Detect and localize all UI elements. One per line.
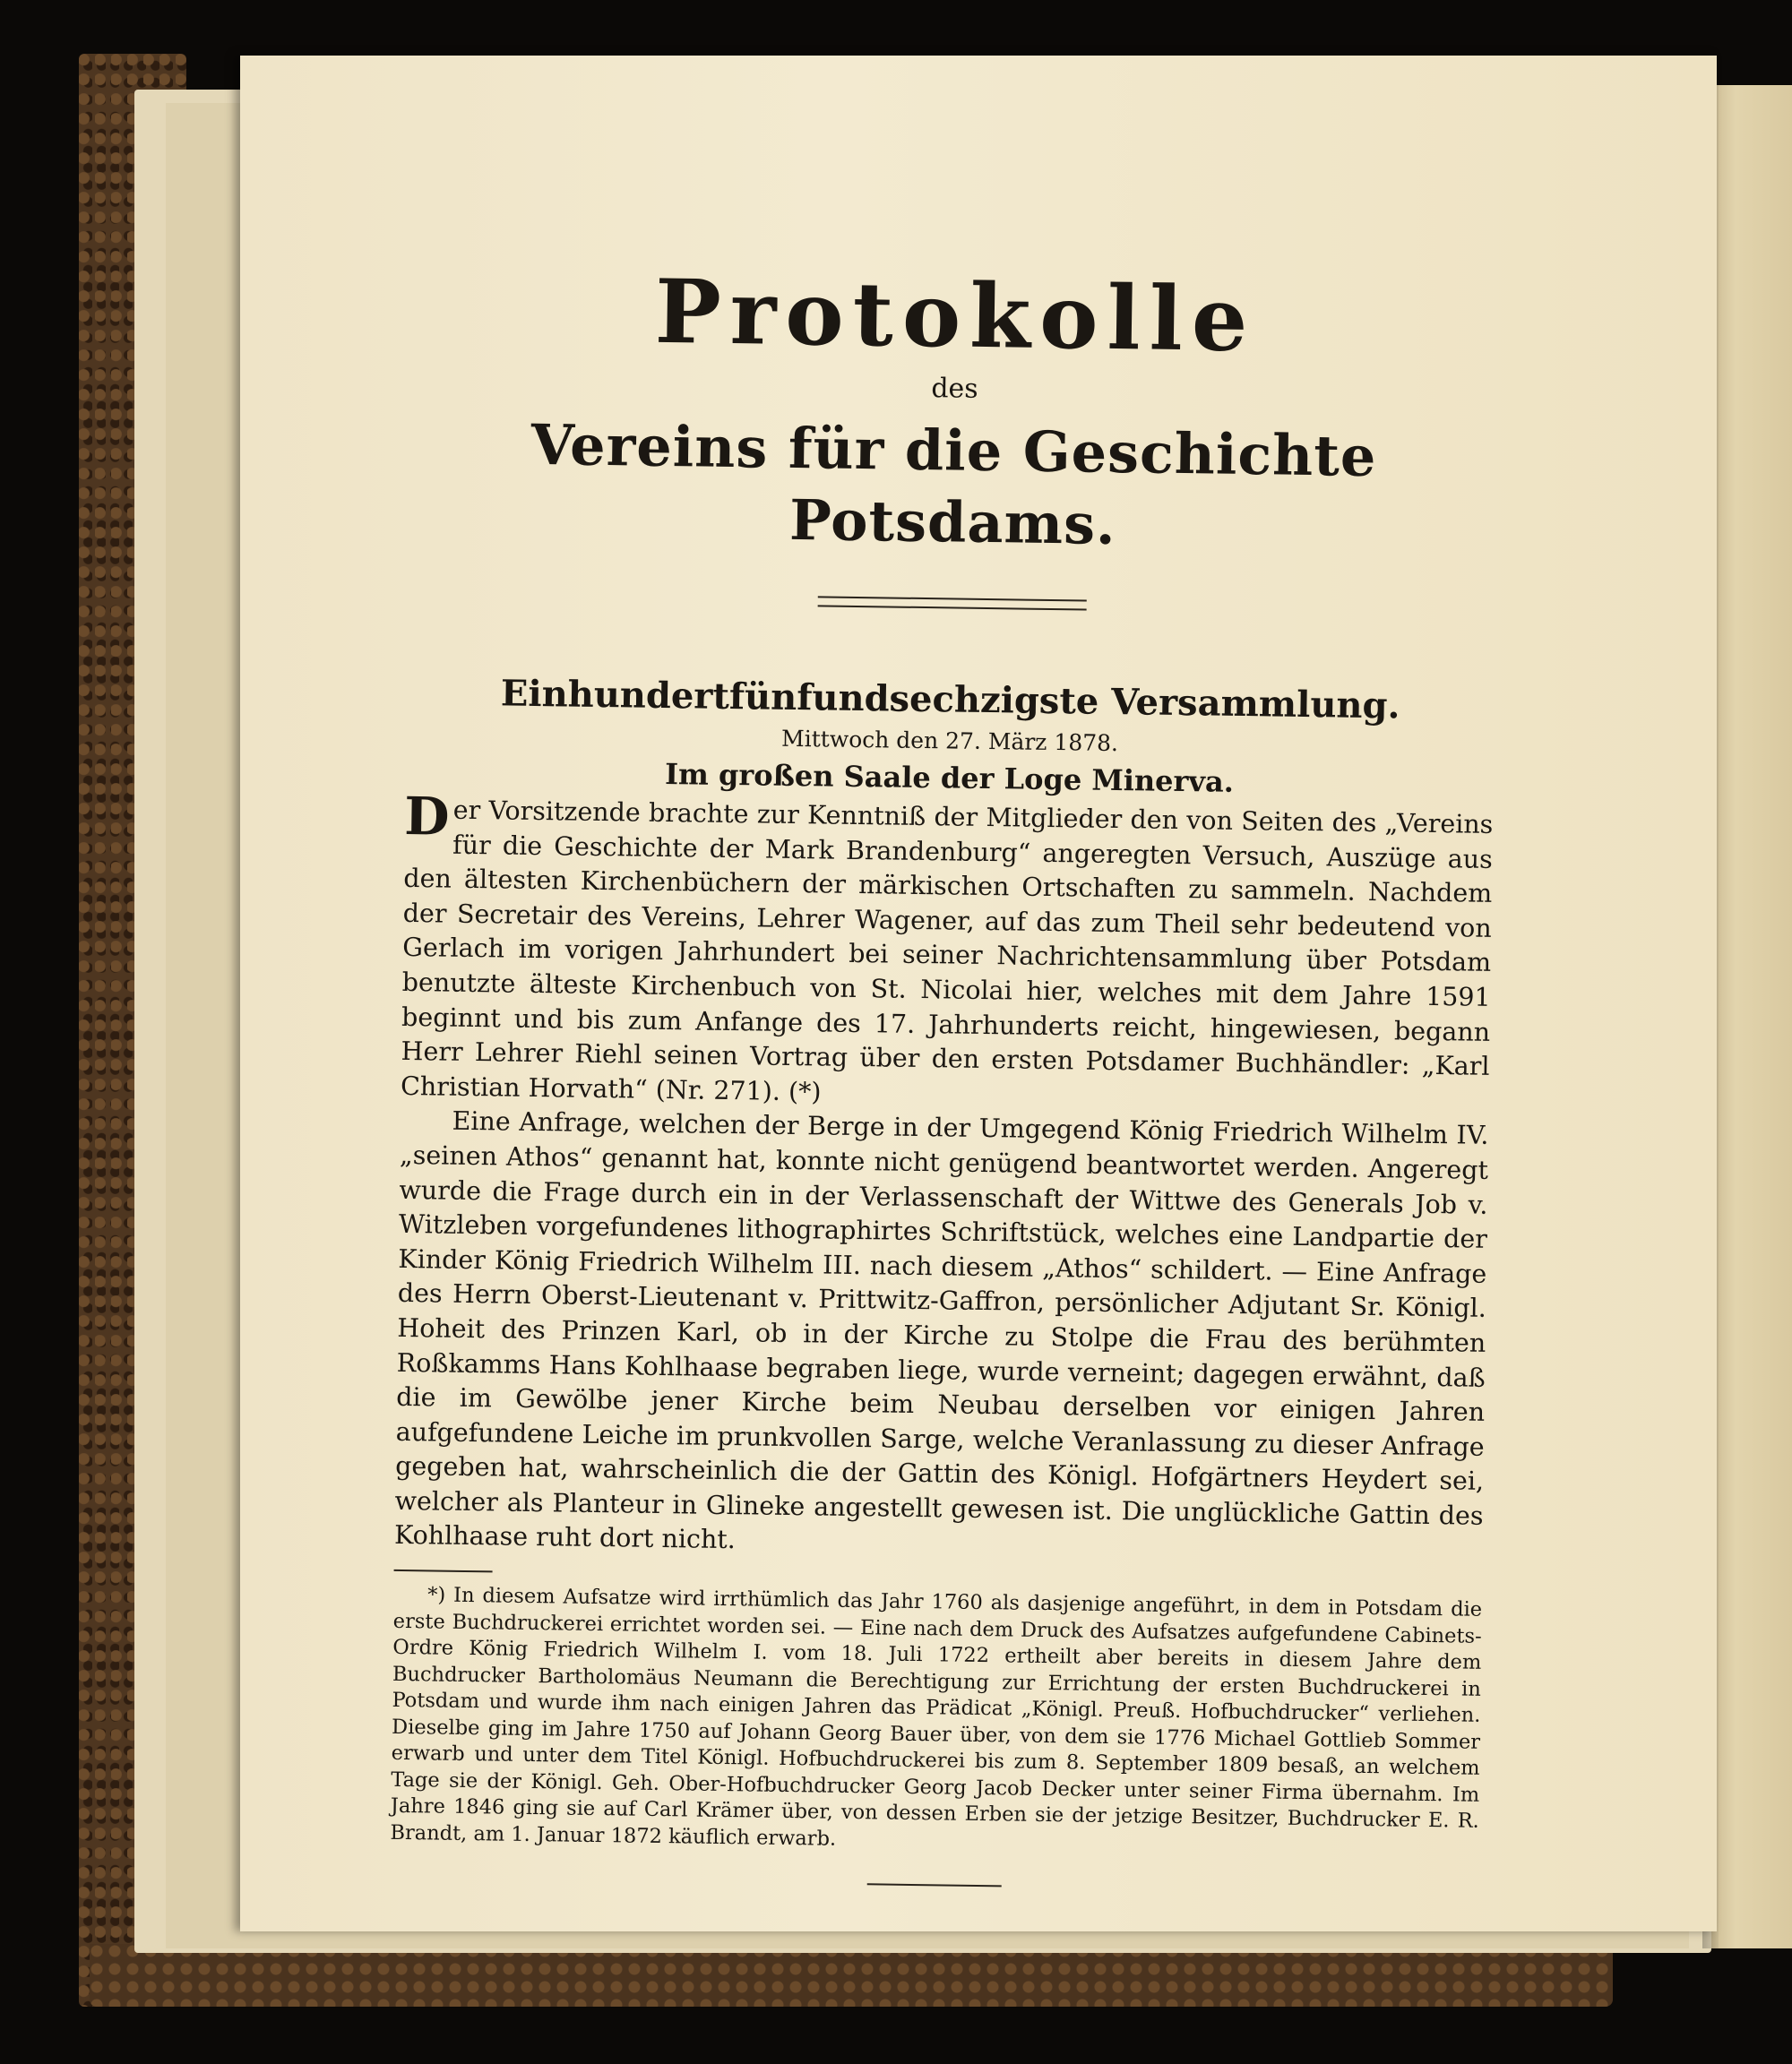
section-title: Einhundertfünfundsechzigste Versammlung. xyxy=(500,672,1400,727)
meeting-place: Im großen Saale der Loge Minerva. xyxy=(664,756,1235,799)
page-title: Protokolle xyxy=(654,260,1258,373)
meeting-date: Mittwoch den 27. März 1878. xyxy=(780,725,1119,757)
page-subtitle: Vereins für die Geschichte Potsdams. xyxy=(530,411,1377,557)
footnote xyxy=(390,1582,1482,1862)
body-paragraph-2: Eine Anfrage, welchen der Berge in der Umgegend König Friedrich Wilhelm IV. „seinen Athos“ genannt hat, konnte nicht genügend beantwortet werden. Angeregt wurde die Frage durch ein in der Verlassenschaft der Wittwe des Generals Job v. Witzleben vorgefundenes lithographirtes Schriftstück, welches eine Landpartie der Kinder König Friedrich Wilhelm III. nach diesem „Athos“ schildert. — Eine Anfrage des Herrn Oberst-Lieutenant v. Prittwitz-Gaffron, persönlicher Adjutant Sr. Königl. Hoheit des Prinzen Karl, ob in der Kirche zu Stolpe die Frau des berühmten Roßkamms Hans Kohlhaase begraben liege, wurde verneint; dagegen erwähnt, daß die im Gewölbe jener Kirche beim Neubau derselben vor einigen Jahren aufgefundene Leiche im prunkvollen Sarge, welche Veranlassung zu dieser Anfrage gegeben hat, wahrscheinlich die der Gattin des Königl. Hofgärtners Heydert sei, welcher als Planteur in Glineke angestellt gewesen ist. Die unglückliche Gattin des Kohlhaase ruht dort nicht. xyxy=(393,1106,1489,1555)
footnote-divider xyxy=(394,1570,493,1573)
body-paragraph-1: Der Vorsitzende brachte zur Kenntniß der Mitglieder den von Seiten des „Vereins für die Geschichte der Mark Brandenburg“ angeregten Versuch, Auszüge aus den ältesten Kirchenbüchern der märkischen Ortschaften zu sammeln. Nachdem der Secretair des Vereins, Lehrer Wagener, auf das zum Theil sehr bedeutend von Gerlach im vorigen Jahrhundert bei seiner Nachrichtensammlung über Potsdam benutzte älteste Kirchenbuch von St. Nicolai hier, welches mit dem Jahre 1591 beginnt und bis zum Anfange des 17. Jahrhunderts reicht, hingewiesen, begann Herr Lehrer Riehl seinen Vortrag über den ersten Potsdamer Buchhändler: „Karl Christian Horvath“ (Nr. 271). (*) xyxy=(400,785,1494,1107)
footnote-mark: *) xyxy=(427,1583,446,1607)
footnote-text: In diesem Aufsatze wird irrthümlich das Jahr 1760 als dasjenige angeführt, in dem in Potsdam die erste Buchdruckerei errichtet worden sei. — Eine nach dem Druck des Aufsatzes aufgefundene Cabinets-Ordre König Friedrich Wilhelm I. vom 18. Juli 1722 ertheilt aber bereits in diesem Jahre dem Buchdrucker Bartholomäus Neumann die Berechtigung zur Errichtung der ersten Buchdruckerei in Potsdam und wurde ihm nach einigen Jahren das Prädicat „Königl. Preuß. Hofbuchdrucker“ verliehen. Dieselbe ging im Jahre 1750 auf Johann Georg Bauer über, von dem sie 1776 Michael Gottlieb Sommer erwarb und unter dem Titel Königl. Hofbuchdruckerei bis zum 8. September 1809 besaß, an welchem Tage sie der Königl. Geh. Ober-Hofbuchdrucker Georg Jacob Decker unter seiner Firma übernahm. Im Jahre 1846 ging sie auf Carl Krämer über, von dessen Erben sie der jetzige Besitzer, Buchdrucker E. R. Brandt, am 1. Januar 1872 käuflich erwarb. xyxy=(390,1583,1483,1851)
facing-page xyxy=(1711,85,1792,1948)
page-content xyxy=(390,260,1501,1894)
book-cover-bottom xyxy=(90,1944,1613,2007)
title-divider xyxy=(817,596,1086,610)
title-connector: des xyxy=(931,373,978,405)
